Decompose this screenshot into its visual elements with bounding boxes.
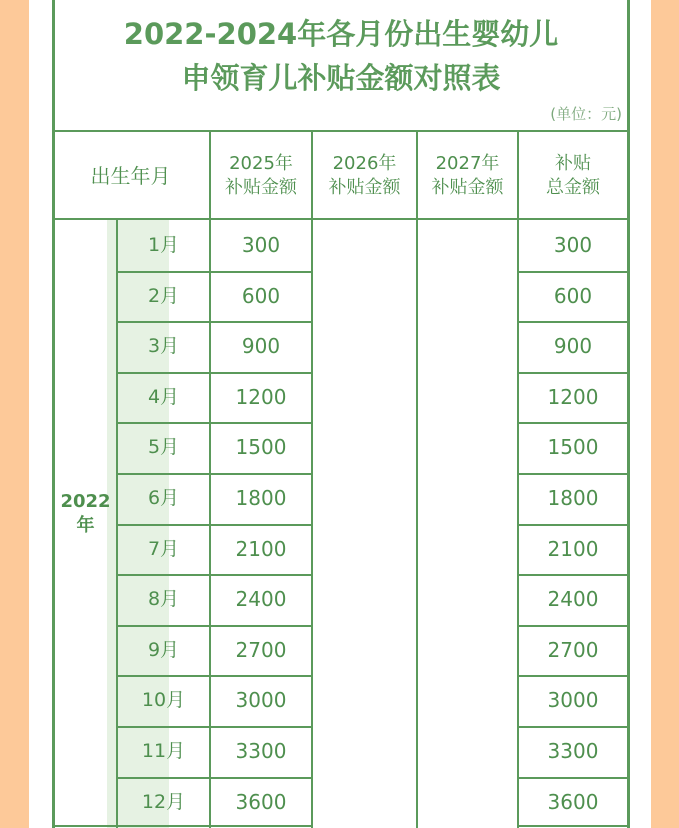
row-2025-amount: 900 — [241, 334, 281, 359]
header-total: 补贴 总金额 — [546, 153, 600, 198]
unit-note: (单位：元) — [550, 105, 622, 123]
row-total-amount: 600 — [553, 283, 593, 308]
row-divider — [116, 321, 311, 323]
row-divider — [517, 271, 627, 273]
row-month: 4月 — [147, 385, 180, 408]
header-bottom-rule — [52, 218, 630, 220]
row-divider — [517, 321, 627, 323]
row-divider — [116, 524, 311, 526]
header-2025: 2025年 补贴金额 — [225, 153, 297, 198]
row-divider — [116, 372, 311, 374]
row-2025-amount: 3300 — [235, 739, 287, 763]
row-month: 8月 — [147, 588, 180, 611]
row-month: 11月 — [141, 740, 186, 762]
title-line-1: 2022-2024年各月份出生婴幼儿 — [123, 17, 559, 51]
row-2025-amount: 300 — [241, 233, 281, 257]
row-2025-amount: 2100 — [235, 536, 287, 561]
col-divider-2 — [311, 130, 313, 828]
row-total-amount: 3300 — [547, 739, 599, 763]
table-bottom-rule — [52, 825, 311, 827]
row-divider — [517, 675, 627, 677]
row-month: 6月 — [147, 487, 180, 509]
row-2025-amount: 1500 — [235, 435, 287, 460]
row-total-amount: 2400 — [547, 587, 599, 612]
row-divider — [116, 675, 311, 677]
right-decor-band — [651, 0, 679, 828]
row-divider — [517, 777, 627, 779]
col-divider-3 — [416, 130, 418, 828]
border-left — [52, 0, 55, 828]
row-2025-amount: 1200 — [235, 384, 287, 409]
row-month: 2月 — [147, 284, 180, 307]
row-total-amount: 2100 — [547, 536, 599, 561]
row-divider — [517, 726, 627, 728]
row-month: 12月 — [141, 790, 186, 813]
row-divider — [517, 422, 627, 424]
row-2025-amount: 2400 — [235, 587, 287, 612]
row-2025-amount: 1800 — [235, 486, 287, 510]
row-divider — [116, 473, 311, 475]
row-2025-amount: 600 — [241, 283, 281, 308]
header-2027: 2027年 补贴金额 — [431, 153, 504, 198]
row-total-amount: 2700 — [547, 637, 599, 662]
row-total-amount: 3000 — [547, 688, 599, 713]
row-2025-amount: 2700 — [235, 637, 287, 662]
row-divider — [116, 726, 311, 728]
title-line-2: 申领育儿补贴金额对照表 — [181, 61, 501, 95]
year-2022-label: 2022 年 — [60, 491, 111, 536]
header-birth-month: 出生年月 — [90, 164, 171, 188]
row-month: 9月 — [147, 638, 180, 661]
row-month: 5月 — [147, 436, 180, 459]
subsidy-table-panel — [52, 0, 630, 828]
row-divider — [116, 422, 311, 424]
row-month: 10月 — [141, 689, 186, 712]
table-bottom-rule — [517, 825, 630, 827]
row-month: 7月 — [147, 537, 180, 560]
row-divider — [517, 574, 627, 576]
row-divider — [517, 524, 627, 526]
row-divider — [517, 625, 627, 627]
row-month: 3月 — [147, 335, 180, 358]
row-divider — [116, 777, 311, 779]
row-divider — [116, 574, 311, 576]
left-decor-band — [0, 0, 29, 828]
table-top-rule — [52, 130, 630, 132]
row-total-amount: 900 — [553, 334, 593, 359]
row-divider — [517, 372, 627, 374]
row-divider — [517, 473, 627, 475]
row-divider — [116, 625, 311, 627]
row-total-amount: 1200 — [547, 384, 599, 409]
row-total-amount: 1800 — [547, 486, 599, 510]
row-2025-amount: 3000 — [235, 688, 287, 713]
row-divider — [116, 271, 311, 273]
row-month: 1月 — [147, 234, 180, 256]
row-total-amount: 300 — [553, 233, 593, 257]
border-right — [627, 0, 630, 828]
header-2026: 2026年 补贴金额 — [328, 153, 401, 198]
row-total-amount: 1500 — [547, 435, 599, 460]
row-total-amount: 3600 — [547, 789, 599, 814]
row-2025-amount: 3600 — [235, 789, 287, 814]
